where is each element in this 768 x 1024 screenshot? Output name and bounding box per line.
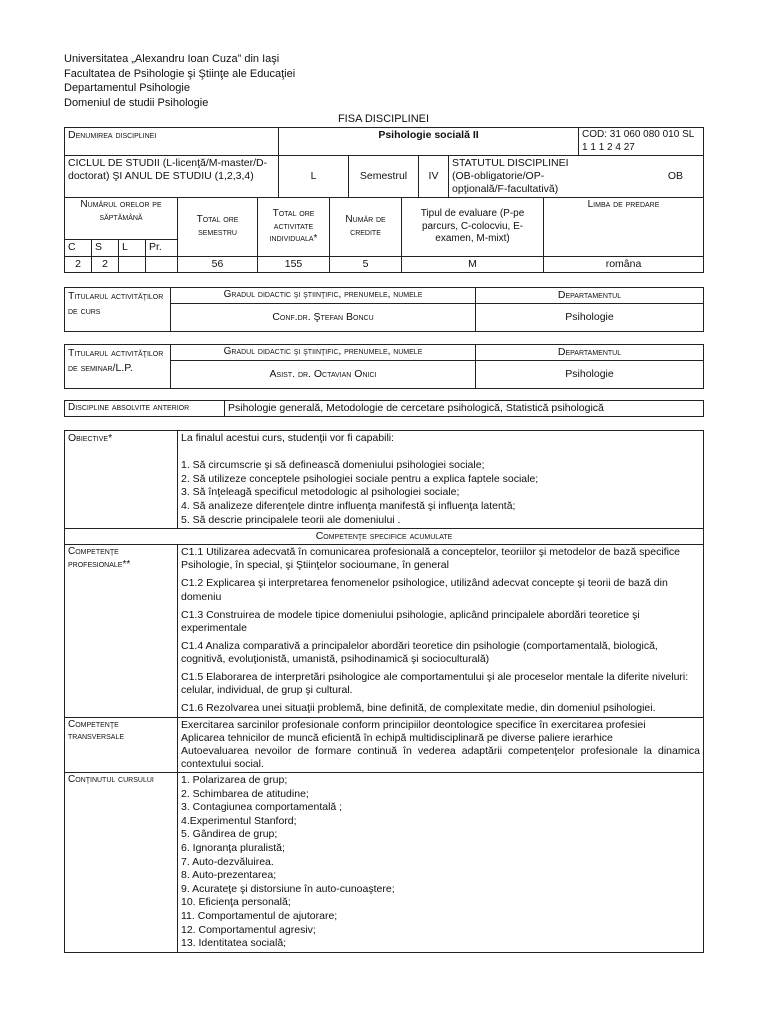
hours-type-s: S [92, 240, 119, 256]
seminar-holder-label: Titularul activităţilor de seminar/L.P. [65, 344, 171, 388]
objectives-label: Obiective* [65, 431, 178, 529]
competence-item: C1.3 Construirea de modele tipice domeniului psihologie, aplicând principalele abordări teoretice şi experimentale [181, 608, 640, 634]
content-item: 8. Auto-prezentarea; [181, 869, 277, 882]
content-item: 2. Schimbarea de atitudine; [181, 787, 309, 800]
competence-item: C1.6 Rezolvarea unei situaţii problemă, bine definită, de complexitate medie, din domeniul psihologiei. [181, 702, 656, 715]
evaluation-label: Tipul de evaluare (P-pe parcurs, C-colocviu, E-examen, M-mixt) [402, 198, 544, 256]
content-item: 3. Contagiunea comportamentală ; [181, 801, 343, 814]
hours-type-l: L [119, 240, 146, 256]
hours-type-pr: Pr. [146, 240, 178, 256]
objectives-intro: La finalul acestui curs, studenţii vor fi capabili: [181, 432, 395, 444]
hours-values-row [65, 256, 704, 272]
transversal-item: Exercitarea sarcinilor profesionale conform principiilor deontologice specifice în exercitarea profesiei [181, 718, 646, 731]
seminar-dept-label: Departamentul [476, 344, 704, 360]
language-label: Limba de predare [544, 198, 704, 256]
competence-item: C1.1 Utilizarea adecvată în comunicarea profesională a conceptelor, teoriilor şi metodelor de bază specifice Psihologie, în special, şi Ştiinţelor socioumane, în general [181, 546, 681, 572]
course-holder-table [64, 287, 704, 332]
semester-value: IV [419, 156, 449, 198]
transversal-competences-row [65, 717, 704, 773]
transversal-competences-label: Competenţe transversale [65, 717, 178, 773]
course-holder-name: Conf.dr. Ştefan Boncu [171, 303, 476, 331]
seminar-holder-table [64, 344, 704, 389]
course-content-label: Conţinutul cursului [65, 773, 178, 953]
objective-item: 4. Să analizeze diferenţele dintre influenţa manifestă şi influenţa latentă; [181, 499, 516, 512]
course-content-row [65, 773, 704, 953]
seminar-holder-dept: Psihologie [476, 360, 704, 388]
objective-item: 1. Să circumscrie şi să definească domeniului psihologiei sociale; [181, 459, 485, 472]
content-item: 5. Gândirea de grup; [181, 828, 278, 841]
status-value: OB [579, 156, 704, 198]
evaluation-value: M [402, 256, 544, 272]
cycle-value: L [279, 156, 349, 198]
individual-hours-value: 155 [258, 256, 330, 272]
discipline-name-label: Denumirea disciplinei [65, 128, 279, 156]
individual-hours-label: Total ore activitate individuala* [258, 198, 330, 256]
course-dept-label: Departamentul [476, 287, 704, 303]
objective-item: 3. Să înţeleagă specificul metodologic al psihologiei sociale; [181, 486, 460, 499]
language-value: româna [544, 256, 704, 272]
content-item: 9. Acurateţe şi distorsiune în auto-cunoaştere; [181, 882, 395, 895]
hours-value-c: 2 [65, 256, 92, 272]
seminar-holder-header-row [65, 344, 704, 360]
cycle-label: CICLUL DE STUDII (L-licenţă/M-master/D-doctorat) ŞI ANUL DE STUDIU (1,2,3,4) [65, 156, 279, 198]
header-department: Departamentul Psihologie [64, 82, 190, 94]
content-item: 4.Experimentul Stanford; [181, 814, 297, 827]
discipline-cycle-row [65, 156, 704, 198]
syllabus-table [64, 430, 704, 953]
content-item: 12. Comportamentul agresiv; [181, 923, 316, 936]
prior-disciplines-row [65, 400, 704, 416]
objectives-list [181, 459, 700, 527]
prior-disciplines-label: Discipline absolvite anterior [65, 400, 225, 416]
seminar-grade-label: Gradul didactic şi ştiinţific, prenumele, numele [171, 344, 476, 360]
credits-value: 5 [330, 256, 402, 272]
content-item: 13. Identitatea socială; [181, 937, 287, 950]
hours-type-c: C [65, 240, 92, 256]
transversal-item: Aplicarea tehnicilor de muncă eficientă în echipă multidisciplinară pe diverse paliere ierarhice [181, 731, 613, 744]
seminar-holder-name: Asist. dr. Octavian Onici [171, 360, 476, 388]
hours-value-s: 2 [92, 256, 119, 272]
course-content-list [178, 773, 704, 953]
prior-disciplines-table [64, 400, 704, 417]
weekly-hours-label: Numărul orelor pe săptămână [65, 198, 178, 240]
hours-table [64, 197, 704, 272]
discipline-code: COD: 31 060 080 010 SL 1 1 1 2 4 27 [579, 128, 704, 156]
content-item: 6. Ignoranţa pluralistă; [181, 842, 285, 855]
header-domain: Domeniul de studii Psihologie [64, 96, 209, 109]
course-grade-label: Gradul didactic şi ştiinţific, prenumele, numele [171, 287, 476, 303]
course-holder-header-row [65, 287, 704, 303]
objectives-row [65, 431, 704, 529]
content-item: 7. Auto-dezvăluirea. [181, 855, 274, 868]
discipline-name: Psihologie socială II [279, 128, 579, 156]
discipline-name-row [65, 128, 704, 156]
status-label: STATUTUL DISCIPLINEI (OB-obligatorie/OP-opţională/F-facultativă) [449, 156, 579, 198]
objectives-content [178, 431, 704, 529]
content-item: 1. Polarizarea de grup; [181, 774, 288, 787]
competences-section-title: Competenţe specifice acumulate [65, 529, 704, 545]
transversal-competences-list [178, 717, 704, 773]
total-hours-label: Total ore semestru [178, 198, 258, 256]
objective-item: 2. Să utilizeze conceptele psihologiei sociale pentru a explica faptele sociale; [181, 472, 539, 485]
header-university: Universitatea „Alexandru Ioan Cuza” din Iaşi [64, 53, 280, 65]
page-title: FISA DISCIPLINEI [337, 113, 430, 125]
course-holder-label: Titularul activităţilor de curs [65, 287, 171, 331]
transversal-item: Autoevaluarea nevoilor de formare continuă în vederea adaptării competenţelor profesionale la dinamica contextului social. [181, 744, 700, 770]
competences-title-row [65, 529, 704, 545]
content-item: 10. Eficienţa personală; [181, 896, 291, 909]
institution-header [64, 52, 703, 110]
professional-competences-label: Competenţe profesionale** [65, 545, 178, 717]
semester-label: Semestrul [349, 156, 419, 198]
credits-label: Număr de credite [330, 198, 402, 256]
competence-item: C1.4 Analiza comparativă a principalelor abordări teoretice din psihologie (comportamentală, biologică, cognitivă, evoluţionistă, umanistă, psihodinamică şi socioculturală) [181, 639, 658, 666]
hours-header-row [65, 198, 704, 240]
professional-competences-row [65, 545, 704, 717]
hours-value-pr [146, 256, 178, 272]
hours-value-l [119, 256, 146, 272]
header-faculty: Facultatea de Psihologie şi Ştiinţe ale Educaţiei [64, 67, 296, 80]
competence-item: C1.5 Elaborarea de interpretări psihologice ale comportamentului şi ale proceselor mentale la diferite niveluri: celular, individual, de grup şi cultural. [181, 671, 689, 697]
total-hours-value: 56 [178, 256, 258, 272]
prior-disciplines-value: Psihologie generală, Metodologie de cercetare psihologică, Statistică psihologică [225, 400, 704, 416]
objective-item: 5. Să descrie principalele teorii ale domeniului . [181, 513, 401, 526]
course-holder-dept: Psihologie [476, 303, 704, 331]
professional-competences-list [178, 545, 704, 717]
document-page [64, 52, 703, 953]
content-item: 11. Comportamentul de ajutorare; [181, 910, 338, 923]
competence-item: C1.2 Explicarea şi interpretarea fenomenelor psihologice, utilizând adecvat concepte şi teorii de bază din domeniu [181, 577, 668, 603]
discipline-table [64, 127, 704, 198]
